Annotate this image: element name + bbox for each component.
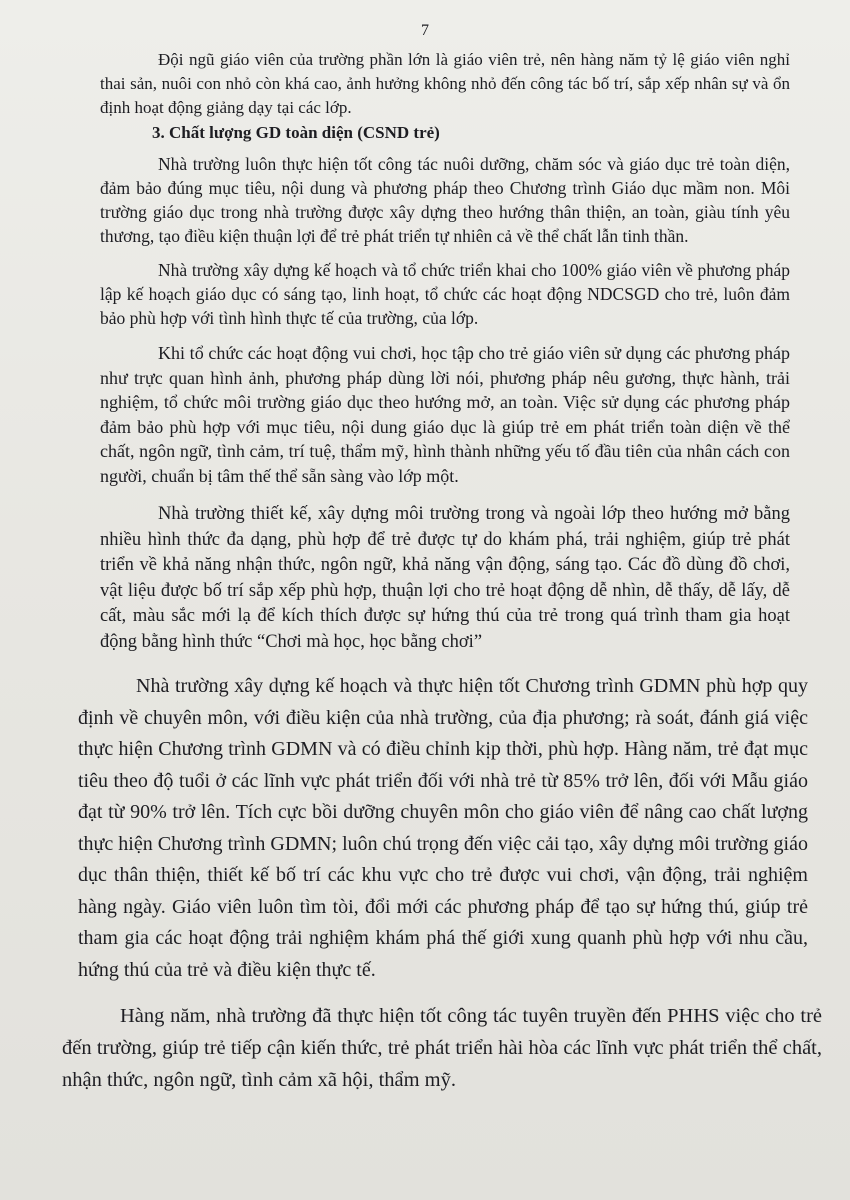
page-number: 7 <box>421 22 429 39</box>
section-heading: 3. Chất lượng GD toàn diện (CSND trẻ) <box>152 123 440 142</box>
paragraph-program: Nhà trường xây dựng kế hoạch và thực hiện tốt Chương trình GDMN phù hợp quy định về chuyên môn, với điều kiện của nhà trường, của địa phương; rà soát, đánh giá việc thực hiện Chương trình GDMN và có điều chỉnh kịp thời, phù hợp. Hàng năm, trẻ đạt mục tiêu theo độ tuổi ở các lĩnh vực phát triển đối với nhà trẻ từ 85% trở lên, đối với Mẫu giáo đạt từ 90% trở lên. Tích cực bồi dưỡng chuyên môn cho giáo viên để nâng cao chất lượng thực hiện Chương trình GDMN; luôn chú trọng đến việc cải tạo, xây dựng môi trường giáo dục thân thiện, thiết kế bố trí các khu vực cho trẻ được vui chơi, vận động, trải nghiệm hàng ngày. Giáo viên luôn tìm tòi, đổi mới các phương pháp để tạo sự hứng thú, giúp trẻ tham gia các hoạt động trải nghiệm khám phá thế giới xung quanh phù hợp với nhu cầu, hứng thú của trẻ và điều kiện thực tế. <box>78 675 808 981</box>
paragraph-methods: Khi tổ chức các hoạt động vui chơi, học tập cho trẻ giáo viên sử dụng các phương pháp như trực quan hình ảnh, phương pháp dùng lời nói, phương pháp nêu gương, thực hành, trải nghiệm, tổ chức môi trường giáo dục theo hướng mở, an toàn. Việc sử dụng các phương pháp đảm bảo phù hợp với mục tiêu, nội dung giáo dục là giúp trẻ em phát triển toàn diện về thể chất, ngôn ngữ, tình cảm, trí tuệ, thẩm mỹ, hình thành những yếu tố đầu tiên của nhân cách con người, chuẩn bị tâm thế thể sẵn sàng vào lớp một. <box>100 343 790 486</box>
paragraph-care: Nhà trường luôn thực hiện tốt công tác nuôi dưỡng, chăm sóc và giáo dục trẻ toàn diện, đảm bảo đúng mục tiêu, nội dung và phương pháp theo Chương trình Giáo dục mầm non. Môi trường giáo dục trong nhà trường được xây dựng theo hướng thân thiện, an toàn, giàu tính yêu thương, tạo điều kiện thuận lợi để trẻ phát triển tự nhiên cả về thể chất lẫn tinh thần. <box>100 154 790 246</box>
document-body <box>62 48 822 1096</box>
paragraph-communication: Hàng năm, nhà trường đã thực hiện tốt công tác tuyên truyền đến PHHS việc cho trẻ đến trường, giúp trẻ tiếp cận kiến thức, trẻ phát triển hài hòa các lĩnh vực phát triển thể chất, nhận thức, ngôn ngữ, tình cảm xã hội, thẩm mỹ. <box>62 1005 822 1091</box>
paragraph-planning: Nhà trường xây dựng kế hoạch và tổ chức triển khai cho 100% giáo viên về phương pháp lập kế hoạch giáo dục có sáng tạo, linh hoạt, tổ chức các hoạt động NDCSGD cho trẻ, luôn đảm bảo phù hợp với tình hình thực tế của trường, của lớp. <box>100 260 790 328</box>
paragraph-environment: Nhà trường thiết kế, xây dựng môi trường trong và ngoài lớp theo hướng mở bằng nhiều hình thức đa dạng, phù hợp để trẻ được tự do khám phá, trải nghiệm, giúp trẻ phát triển về khả năng nhận thức, ngôn ngữ, khả năng vận động, sáng tạo. Các đồ dùng đồ chơi, vật liệu được bố trí sắp xếp phù hợp, thuận lợi cho trẻ hoạt động dễ nhìn, dễ thấy, dễ lấy, dễ cất, màu sắc mới lạ để kích thích được sự hứng thú của trẻ trong quá trình tham gia hoạt động bằng hình thức “Chơi mà học, học bằng chơi” <box>100 504 790 652</box>
paragraph-staff: Đội ngũ giáo viên của trường phần lớn là giáo viên trẻ, nên hàng năm tỷ lệ giáo viên nghỉ thai sản, nuôi con nhỏ còn khá cao, ảnh hưởng không nhỏ đến công tác bố trí, sắp xếp nhân sự và ổn định hoạt động giảng dạy tại các lớp. <box>100 50 790 117</box>
